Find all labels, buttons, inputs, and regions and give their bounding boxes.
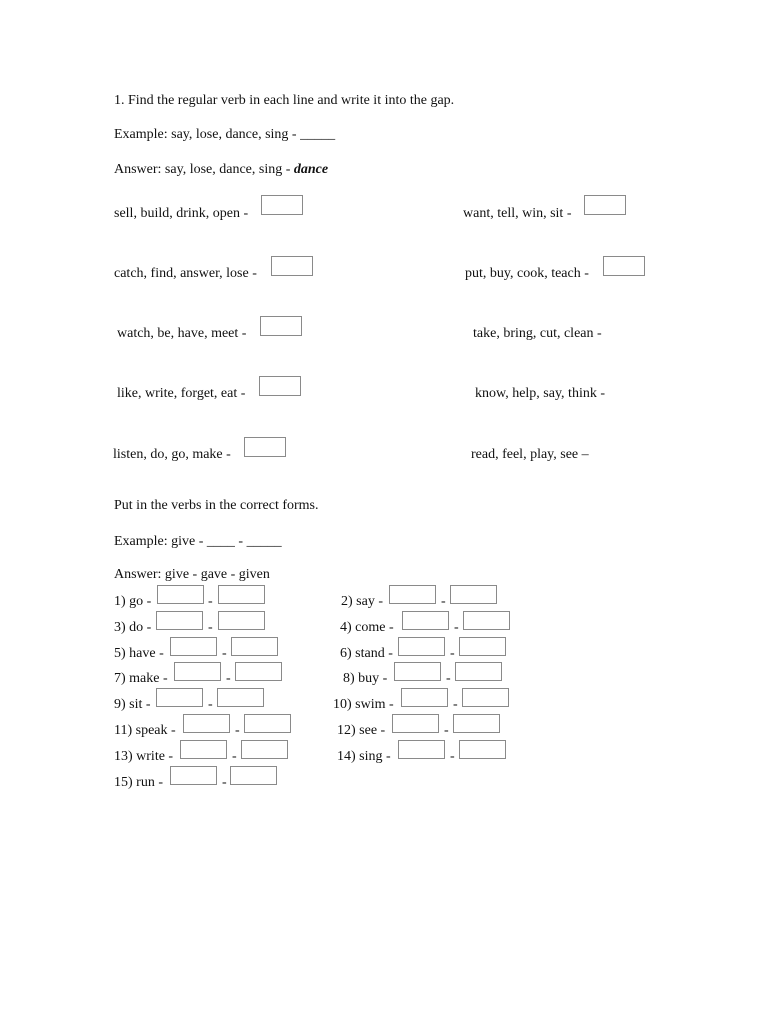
verb-item-9-participle-box[interactable] (217, 688, 264, 707)
verb-item-12-participle-box[interactable] (453, 714, 500, 733)
exercise1-example: Example: say, lose, dance, sing - _____ (114, 127, 336, 142)
verb-item-10: 10) swim - (333, 697, 394, 712)
verb-item-7-participle-box[interactable] (235, 662, 282, 681)
verb-item-8-past-box[interactable] (394, 662, 441, 681)
dash: - (222, 646, 227, 661)
verb-item-1-participle-box[interactable] (218, 585, 265, 604)
ex1-row1-left-text: sell, build, drink, open - (114, 206, 249, 221)
ex1-row3-right-text: take, bring, cut, clean - (473, 326, 602, 341)
verb-item-14-participle-box[interactable] (459, 740, 506, 759)
verb-item-8-participle-box[interactable] (455, 662, 502, 681)
verb-item-6-participle-box[interactable] (459, 637, 506, 656)
answer-prefix: Answer: say, lose, dance, sing - (114, 162, 294, 177)
exercise2-instruction: Put in the verbs in the correct forms. (114, 498, 319, 513)
verb-item-4-past-box[interactable] (402, 611, 449, 630)
dash: - (208, 697, 213, 712)
ex1-row4-left-text: like, write, forget, eat - (117, 386, 246, 401)
verb-item-1-past-box[interactable] (157, 585, 204, 604)
answer-word: dance (293, 162, 329, 177)
verb-item-2-participle-box[interactable] (450, 585, 497, 604)
verb-item-5-participle-box[interactable] (231, 637, 278, 656)
verb-item-7: 7) make - (114, 671, 168, 686)
dash: - (235, 723, 240, 738)
dash: - (446, 671, 451, 686)
ex1-row1-right-text: want, tell, win, sit - (463, 206, 572, 221)
dash: - (450, 749, 455, 764)
verb-item-3-past-box[interactable] (156, 611, 203, 630)
verb-item-12: 12) see - (337, 723, 386, 738)
verb-item-14-past-box[interactable] (398, 740, 445, 759)
dash: - (208, 594, 213, 609)
verb-item-10-participle-box[interactable] (462, 688, 509, 707)
exercise1-instruction: 1. Find the regular verb in each line and write it into the gap. (114, 93, 455, 108)
ex1-row3-left-text: watch, be, have, meet - (117, 326, 247, 341)
ex1-row2-right-gap[interactable] (603, 256, 645, 276)
verb-item-1: 1) go - (114, 594, 152, 609)
verb-item-3-participle-box[interactable] (218, 611, 265, 630)
ex1-row2-left-gap[interactable] (271, 256, 313, 276)
verb-item-15-participle-box[interactable] (230, 766, 277, 785)
dash: - (454, 620, 459, 635)
verb-item-5: 5) have - (114, 646, 164, 661)
verb-item-11: 11) speak - (114, 723, 176, 738)
verb-item-6-past-box[interactable] (398, 637, 445, 656)
verb-item-13-participle-box[interactable] (241, 740, 288, 759)
exercise2-example: Example: give - ____ - _____ (114, 534, 282, 549)
verb-item-6: 6) stand - (340, 646, 393, 661)
dash: - (444, 723, 449, 738)
verb-item-12-past-box[interactable] (392, 714, 439, 733)
ex1-row5-left-gap[interactable] (244, 437, 286, 457)
verb-item-2: 2) say - (341, 594, 383, 609)
verb-item-9-past-box[interactable] (156, 688, 203, 707)
ex1-row1-right-gap[interactable] (584, 195, 626, 215)
verb-item-2-past-box[interactable] (389, 585, 436, 604)
ex1-row5-right-text: read, feel, play, see – (471, 447, 589, 462)
ex1-row3-left-gap[interactable] (260, 316, 302, 336)
exercise1-answer (114, 162, 328, 178)
ex1-row2-left-text: catch, find, answer, lose - (114, 266, 257, 281)
ex1-row5-left-text: listen, do, go, make - (113, 447, 231, 462)
dash: - (226, 671, 231, 686)
verb-item-4: 4) come - (340, 620, 394, 635)
verb-item-5-past-box[interactable] (170, 637, 217, 656)
verb-item-11-participle-box[interactable] (244, 714, 291, 733)
verb-item-11-past-box[interactable] (183, 714, 230, 733)
verb-item-13: 13) write - (114, 749, 174, 764)
dash: - (222, 775, 227, 790)
verb-item-15: 15) run - (114, 775, 163, 790)
ex1-row4-right-text: know, help, say, think - (475, 386, 605, 401)
ex1-row2-right-text: put, buy, cook, teach - (465, 266, 589, 281)
dash: - (453, 697, 458, 712)
verb-item-15-past-box[interactable] (170, 766, 217, 785)
dash: - (208, 620, 213, 635)
verb-item-7-past-box[interactable] (174, 662, 221, 681)
verb-item-8: 8) buy - (343, 671, 388, 686)
verb-item-9: 9) sit - (114, 697, 151, 712)
dash: - (441, 594, 446, 609)
verb-item-13-past-box[interactable] (180, 740, 227, 759)
verb-item-3: 3) do - (114, 620, 152, 635)
exercise2-answer: Answer: give - gave - given (114, 567, 270, 582)
verb-item-10-past-box[interactable] (401, 688, 448, 707)
ex1-row1-left-gap[interactable] (261, 195, 303, 215)
verb-item-4-participle-box[interactable] (463, 611, 510, 630)
dash: - (232, 749, 237, 764)
verb-item-14: 14) sing - (337, 749, 391, 764)
ex1-row4-left-gap[interactable] (259, 376, 301, 396)
dash: - (450, 646, 455, 661)
